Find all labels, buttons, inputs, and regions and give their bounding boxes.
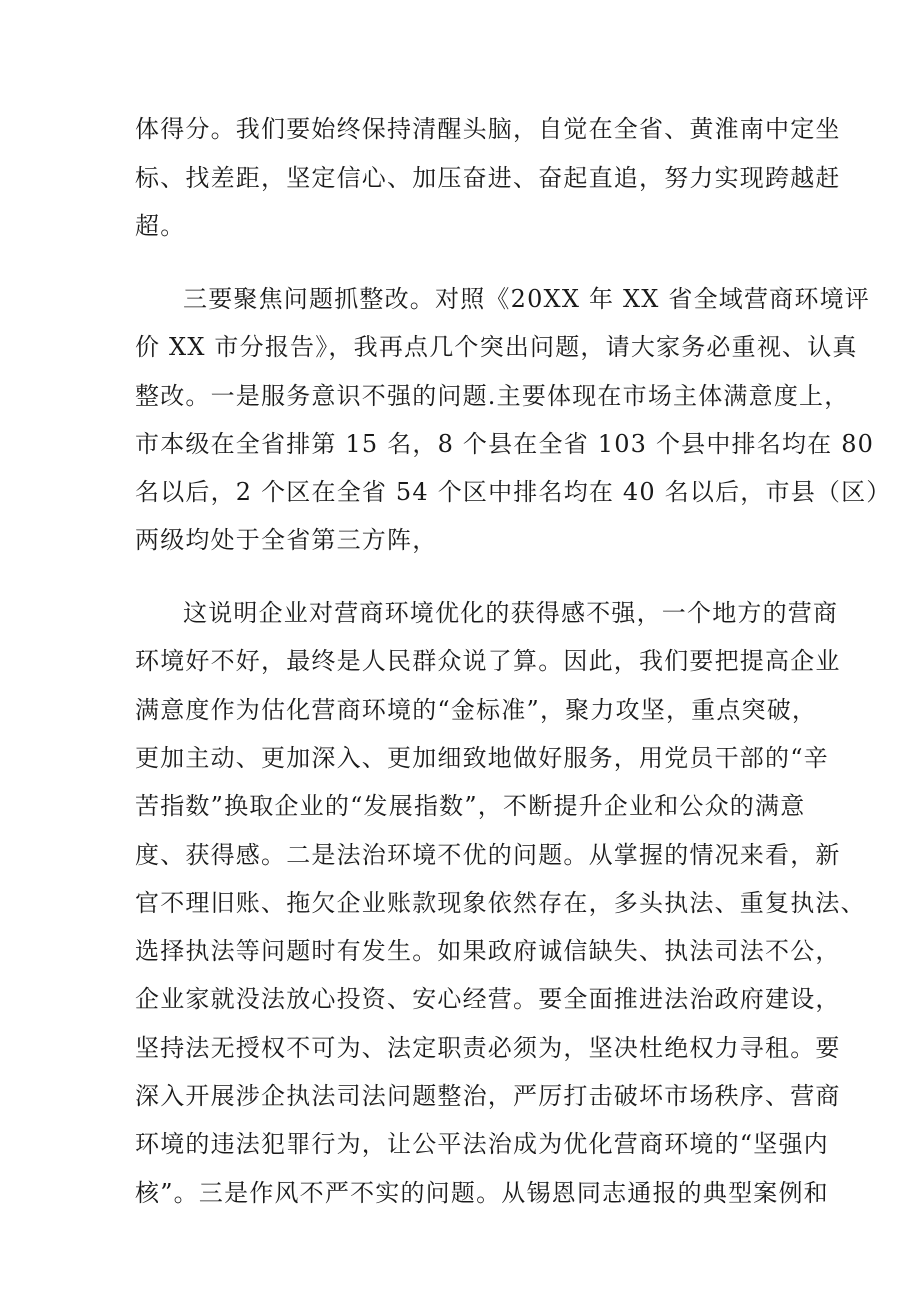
paragraph-1-line-3: 超。 — [135, 212, 186, 240]
paragraph-3-line-7: 官不理旧账、拖欠企业账款现象依然存在，多头执法、重复执法、 — [135, 889, 866, 917]
paragraph-2-line-2: 价 XX 市分报告》，我再点几个突出问题，请大家务必重视、认真 — [135, 333, 858, 361]
paragraph-3-line-10: 坚持法无授权不可为、法定职责必须为，坚决杜绝权力寻租。要 — [135, 1034, 841, 1062]
paragraph-2-line-6: 两级均处于全省第三方阵， — [135, 526, 438, 554]
paragraph-2-line-1: 三要聚焦问题抓整改。对照《20XX 年 XX 省全域营商环境评 — [183, 285, 870, 313]
paragraph-2-line-4: 市本级在全省排第 15 名，8 个县在全省 103 个县中排名均在 80 — [135, 430, 875, 458]
paragraph-1-line-2: 标、找差距，坚定信心、加压奋进、奋起直追，努力实现跨越赶 — [135, 164, 841, 192]
paragraph-3-line-5: 苦指数”换取企业的“发展指数”，不断提升企业和公众的满意 — [135, 792, 806, 820]
paragraph-3-line-11: 深入开展涉企执法司法问题整治，严厉打击破坏市场秩序、营商 — [135, 1082, 841, 1110]
paragraph-2-line-5: 名以后，2 个区在全省 54 个区中排名均在 40 名以后，市县（区） — [135, 478, 892, 506]
paragraph-3-line-12: 环境的违法犯罪行为，让公平法治成为优化营商环境的“坚强内 — [135, 1130, 829, 1158]
paragraph-1-line-1: 体得分。我们要始终保持清醒头脑，自觉在全省、黄淮南中定坐 — [135, 115, 841, 143]
paragraph-3-line-6: 度、获得感。二是法治环境不优的问题。从掌握的情况来看，新 — [135, 841, 841, 869]
paragraph-3-line-8: 选择执法等问题时有发生。如果政府诚信缺失、执法司法不公， — [135, 937, 841, 965]
paragraph-3-line-2: 环境好不好，最终是人民群众说了算。因此，我们要把提高企业 — [135, 647, 841, 675]
paragraph-2-line-3: 整改。一是服务意识不强的问题.主要体现在市场主体满意度上， — [135, 382, 850, 410]
paragraph-3-line-13: 核”。三是作风不严不实的问题。从锡恩同志通报的典型案例和 — [135, 1179, 829, 1207]
paragraph-3-line-1: 这说明企业对营商环境优化的获得感不强，一个地方的营商 — [183, 599, 839, 627]
paragraph-3-line-9: 企业家就没法放心投资、安心经营。要全面推进法治政府建设， — [135, 985, 841, 1013]
paragraph-3-line-4: 更加主动、更加深入、更加细致地做好服务，用党员干部的“辛 — [135, 744, 829, 772]
paragraph-3-line-3: 满意度作为估化营商环境的“金标准”，聚力攻坚，重点突破， — [135, 696, 818, 724]
